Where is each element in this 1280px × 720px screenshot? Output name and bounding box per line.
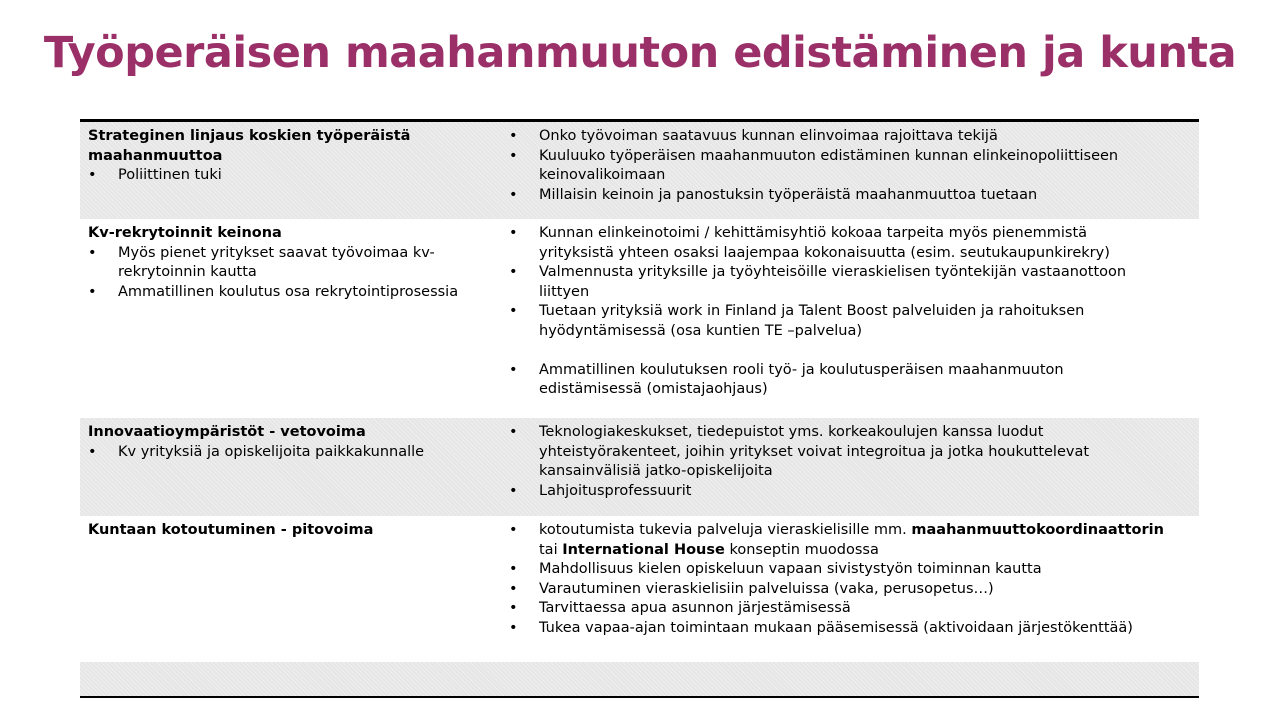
row-heading: Innovaatioympäristöt - vetovoima (88, 424, 366, 440)
table-row (80, 418, 1199, 516)
list-item: • Varautuminen vieraskielisiin palveluissa (vaka, perusopetus…) (509, 580, 994, 597)
list-item: • Kunnan elinkeinotoimi / kehittämisyhtiö kokoaa tarpeita myös pienemmistä (509, 225, 1088, 241)
row-details (509, 418, 1199, 516)
list-item-continuation: keinovalikoimaan (539, 167, 666, 183)
list-item: • Ammatillinen koulutuksen rooli työ- ja koulutusperäisen maahanmuuton (509, 361, 1064, 378)
list-item: • Tarvittaessa apua asunnon järjestämisessä (509, 600, 851, 616)
list-item: • Kv yrityksiä ja opiskelijoita paikkakunnalle (88, 443, 425, 460)
list-item-continuation: yrityksistä yhteen osaksi laajempaa kokonaisuutta (esim. seutukaupunkirekry) (539, 244, 1110, 261)
list-item: • Millaisin keinoin ja panostuksin työperäistä maahanmuuttoa tuetaan (509, 186, 1038, 203)
list-item: • Ammatillinen koulutus osa rekrytointiprosessia (88, 283, 459, 300)
table-bottom-border (80, 696, 1199, 698)
row-heading: Strateginen linjaus koskien työperäistä (88, 128, 411, 144)
list-item: • kotoutumista tukevia palveluja vieraskielisille mm. maahanmuuttokoordinaattorin (509, 522, 1164, 538)
content-table (80, 119, 1199, 697)
list-item-continuation: kansainvälisiä jatko-opiskelijoita (539, 463, 773, 479)
list-item: • Mahdollisuus kielen opiskeluun vapaan sivistystyön toiminnan kautta (509, 561, 1042, 577)
list-item: • Valmennusta yrityksille ja työyhteisöille vieraskielisen työntekijän vastaanottoon (509, 264, 1127, 280)
list-item-continuation: liittyen (539, 283, 590, 300)
list-item-continuation: yhteistyörakenteet, joihin yritykset voivat integroitua ja jotka houkuttelevat (539, 443, 1090, 460)
row-heading: maahanmuuttoa (88, 147, 223, 164)
list-item-continuation: hyödyntämisessä (osa kuntien TE –palvelua) (539, 322, 863, 339)
row-details (509, 516, 1199, 662)
spacer (509, 341, 1191, 361)
list-item-continuation: edistämisessä (omistajaohjaus) (539, 381, 768, 397)
table-row (80, 122, 1199, 219)
table-row (80, 516, 1199, 662)
list-item: • Tuetaan yrityksiä work in Finland ja Talent Boost palveluiden ja rahoituksen (509, 303, 1085, 319)
table-row (80, 219, 1199, 418)
page-title: Työperäisen maahanmuuton edistäminen ja kunta (43, 28, 1237, 78)
list-item: • Myös pienet yritykset saavat työvoimaa kv- (88, 244, 435, 261)
row-details (509, 219, 1199, 418)
list-item: • Lahjoitusprofessuurit (509, 482, 692, 499)
list-item-continuation: tai International House konseptin muodossa (539, 541, 879, 558)
list-item-continuation: rekrytoinnin kautta (118, 264, 257, 280)
row-heading: Kuntaan kotoutuminen - pitovoima (88, 522, 374, 538)
row-topic (80, 219, 509, 418)
row-details (509, 122, 1199, 219)
row-heading: Kv-rekrytoinnit keinona (88, 225, 282, 241)
list-item: • Kuuluuko työperäisen maahanmuuton edistäminen kunnan elinkeinopoliittiseen (509, 147, 1119, 164)
table-row-empty (80, 662, 1199, 697)
row-topic (80, 516, 509, 662)
list-item: • Tukea vapaa-ajan toimintaan mukaan pääsemisessä (aktivoidaan järjestökenttää) (509, 619, 1133, 636)
list-item: • Onko työvoiman saatavuus kunnan elinvoimaa rajoittava tekijä (509, 128, 998, 144)
row-topic (80, 418, 509, 516)
list-item: • Teknologiakeskukset, tiedepuistot yms. korkeakoulujen kanssa luodut (509, 424, 1044, 440)
row-topic (80, 122, 509, 219)
list-item: • Poliittinen tuki (88, 167, 222, 183)
